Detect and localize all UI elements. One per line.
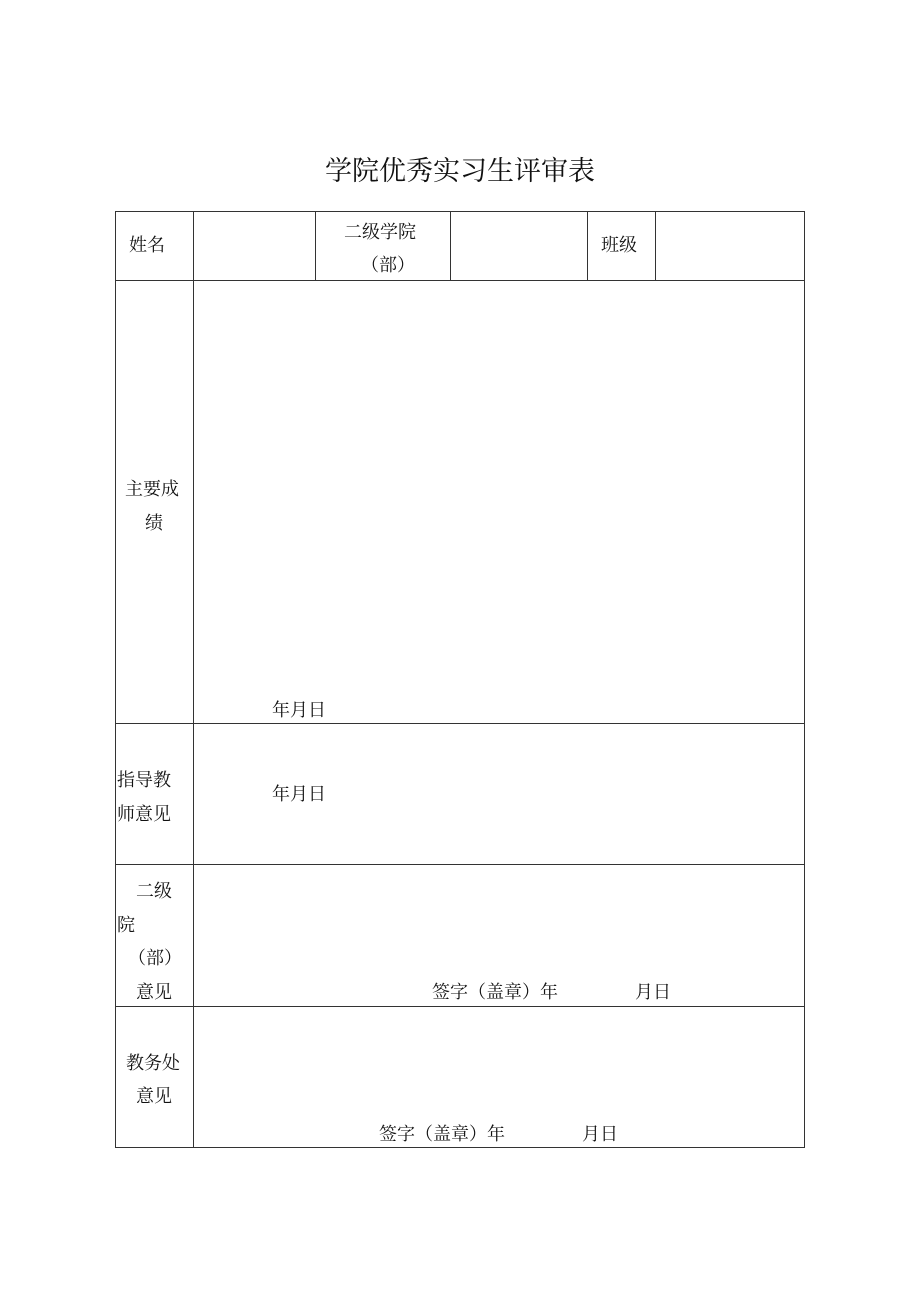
table-border-left [115, 211, 116, 1148]
name-input-cell[interactable] [194, 212, 314, 280]
achievements-input-area[interactable] [194, 281, 803, 696]
college-label-line1: 二级学院 [344, 222, 416, 243]
academic-affairs-month-day: 月日 [582, 1124, 618, 1145]
header-divider-3 [587, 211, 588, 281]
college-opinion-label-line4: 意见 [136, 982, 172, 1003]
class-input-cell[interactable] [656, 212, 803, 280]
achievements-label-line2: 绩 [145, 513, 163, 534]
header-divider-1 [315, 211, 316, 281]
academic-affairs-label-line2: 意见 [136, 1086, 172, 1107]
college-opinion-label-line2: 院 [117, 915, 135, 936]
academic-affairs-input-area[interactable] [194, 1007, 803, 1117]
college-input-cell[interactable] [451, 212, 586, 280]
academic-affairs-label-line1: 教务处 [126, 1053, 180, 1074]
college-opinion-label-line3: （部） [128, 948, 182, 969]
achievements-date: 年月日 [272, 700, 326, 721]
table-border-bottom [115, 1147, 805, 1148]
advisor-opinion-label-line1: 指导教 [117, 770, 171, 791]
college-label-line2: （部） [361, 255, 415, 276]
achievements-label-line1: 主要成 [125, 479, 179, 500]
advisor-opinion-label-line2: 师意见 [117, 804, 171, 825]
college-opinion-label-line1: 二级 [136, 881, 172, 902]
academic-affairs-signature: 签字（盖章）年 [379, 1124, 505, 1145]
college-opinion-month-day: 月日 [635, 982, 671, 1003]
name-label: 姓名 [129, 235, 165, 256]
college-opinion-signature: 签字（盖章）年 [432, 982, 558, 1003]
college-opinion-input-area[interactable] [194, 865, 803, 975]
class-label: 班级 [601, 235, 637, 256]
advisor-opinion-date: 年月日 [272, 784, 326, 805]
table-border-right [804, 211, 805, 1148]
form-title: 学院优秀实习生评审表 [325, 156, 595, 187]
